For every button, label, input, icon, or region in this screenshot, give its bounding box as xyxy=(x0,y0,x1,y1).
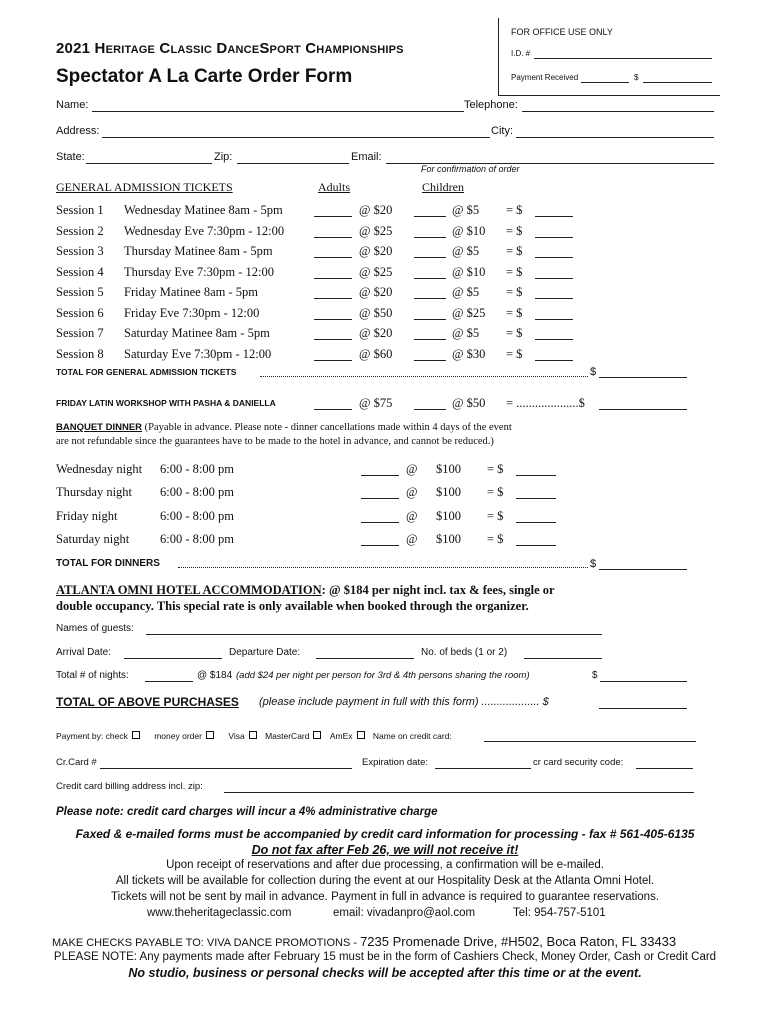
checks-payable-label: MAKE CHECKS PAYABLE TO: VIVA DANCE PROMOTIONS - xyxy=(52,937,361,949)
beds-field[interactable] xyxy=(524,658,602,659)
session-eq: = $ xyxy=(506,347,523,361)
nights-field[interactable] xyxy=(145,681,193,682)
event-title: 2021 Heritage Classic DanceSport Championships xyxy=(56,40,404,57)
workshop-child-qty[interactable] xyxy=(414,409,446,410)
security-code-field[interactable] xyxy=(636,768,693,769)
workshop-adult-qty[interactable] xyxy=(314,409,352,410)
name-on-card-field[interactable] xyxy=(484,741,696,742)
session-adult-price: @ $20 xyxy=(359,203,393,217)
guests-label: Names of guests: xyxy=(56,623,134,634)
email-contact-text: email: vivadanpro@aol.com xyxy=(333,907,476,919)
office-id-line[interactable] xyxy=(534,58,712,59)
session-desc: Wednesday Matinee 8am - 5pm xyxy=(124,203,283,217)
children-heading: Children xyxy=(422,180,464,194)
session-desc: Saturday Eve 7:30pm - 12:00 xyxy=(124,347,272,361)
session-child-qty[interactable] xyxy=(414,319,446,320)
session-child-price: @ $5 xyxy=(452,244,480,258)
grand-total-label: TOTAL OF ABOVE PURCHASES xyxy=(56,695,239,709)
money-order-checkbox[interactable] xyxy=(206,731,214,739)
adults-heading: Adults xyxy=(318,180,351,194)
departure-label: Departure Date: xyxy=(229,647,301,658)
dinner-total-field[interactable] xyxy=(516,475,556,476)
session-adult-qty[interactable] xyxy=(314,298,352,299)
tickets-heading: GENERAL ADMISSION TICKETS xyxy=(56,180,233,194)
dinner-at: @ xyxy=(406,532,418,546)
payment-deadline-note: PLEASE NOTE: Any payments made after February 15 must be in the form of Cashiers Check, Money Order, Cash or Credit Card xyxy=(53,951,717,963)
dinner-qty-field[interactable] xyxy=(361,522,399,523)
workshop-label: FRIDAY LATIN WORKSHOP WITH PASHA & DANIELLA xyxy=(56,398,276,408)
dinner-total-field[interactable] xyxy=(516,498,556,499)
hotel-heading: ATLANTA OMNI HOTEL ACCOMMODATION xyxy=(56,583,322,597)
tickets-total-dots xyxy=(260,376,588,377)
address-label: Address: xyxy=(56,125,100,137)
dinners-total-dots xyxy=(178,567,588,568)
dinner-time: 6:00 - 8:00 pm xyxy=(160,462,234,476)
session-adult-qty[interactable] xyxy=(314,237,352,238)
dinners-total-field[interactable] xyxy=(599,569,687,570)
card-number-label: Cr.Card # xyxy=(56,757,97,768)
session-name: Session 2 xyxy=(56,224,104,238)
dinner-note-2: are not refundable since the guarantees have to be made to the hotel in advance, and cannot be reduced.) xyxy=(56,436,494,447)
dinner-eq: = $ xyxy=(487,532,504,546)
session-adult-price: @ $20 xyxy=(359,285,393,299)
workshop-child-price: @ $50 xyxy=(452,396,486,410)
dinner-heading: BANQUET DINNER xyxy=(56,422,143,433)
dinner-time: 6:00 - 8:00 pm xyxy=(160,532,234,546)
office-payment-label: Payment Received xyxy=(511,73,579,82)
session-child-qty[interactable] xyxy=(414,278,446,279)
session-child-qty[interactable] xyxy=(414,298,446,299)
nights-note: (add $24 per night per person for 3rd & 4th persons sharing the room) xyxy=(236,670,530,681)
session-name: Session 8 xyxy=(56,347,104,361)
address-field[interactable] xyxy=(102,137,490,138)
nights-rate: @ $184 xyxy=(197,670,233,681)
dinner-total-field[interactable] xyxy=(516,545,556,546)
session-total-field[interactable] xyxy=(535,339,573,340)
session-adult-qty[interactable] xyxy=(314,257,352,258)
session-name: Session 3 xyxy=(56,244,104,258)
office-id-label: I.D. # xyxy=(511,49,531,58)
expiration-label: Expiration date: xyxy=(362,757,429,768)
arrival-label: Arrival Date: xyxy=(56,647,112,658)
office-payment-dollar: $ xyxy=(634,73,639,82)
visa-label: Visa xyxy=(228,731,245,741)
session-name: Session 6 xyxy=(56,306,104,320)
dinner-price: $100 xyxy=(436,485,461,499)
zip-label: Zip: xyxy=(214,151,233,163)
session-child-price: @ $30 xyxy=(452,347,486,361)
dinner-time: 6:00 - 8:00 pm xyxy=(160,485,234,499)
session-adult-qty[interactable] xyxy=(314,360,352,361)
session-adult-price: @ $20 xyxy=(359,326,393,340)
session-total-field[interactable] xyxy=(535,257,573,258)
email-label: Email: xyxy=(351,151,382,163)
expiration-field[interactable] xyxy=(435,768,531,769)
session-child-qty[interactable] xyxy=(414,216,446,217)
session-adult-qty[interactable] xyxy=(314,319,352,320)
workshop-adult-price: @ $75 xyxy=(359,396,393,410)
nights-dollar: $ xyxy=(592,670,598,681)
session-total-field[interactable] xyxy=(535,278,573,279)
check-checkbox[interactable] xyxy=(132,731,140,739)
session-total-field[interactable] xyxy=(535,298,573,299)
session-child-qty[interactable] xyxy=(414,360,446,361)
session-name: Session 7 xyxy=(56,326,104,340)
session-total-field[interactable] xyxy=(535,360,573,361)
session-adult-qty[interactable] xyxy=(314,339,352,340)
session-adult-price: @ $25 xyxy=(359,265,393,279)
session-desc: Wednesday Eve 7:30pm - 12:00 xyxy=(124,224,285,238)
city-label: City: xyxy=(491,125,513,137)
form-title: Spectator A La Carte Order Form xyxy=(56,66,353,87)
confirmation-note: Upon receipt of reservations and after due processing, a confirmation will be e-mailed. xyxy=(166,859,604,871)
no-fax-note: Do not fax after Feb 26, we will not receive it! xyxy=(251,843,519,857)
visa-checkbox[interactable] xyxy=(249,731,257,739)
session-total-field[interactable] xyxy=(535,237,573,238)
departure-field[interactable] xyxy=(316,658,414,659)
session-child-price: @ $5 xyxy=(452,203,480,217)
dinner-total-field[interactable] xyxy=(516,522,556,523)
dinner-eq: = $ xyxy=(487,462,504,476)
check-label: check xyxy=(105,731,128,741)
dinner-eq: = $ xyxy=(487,509,504,523)
session-total-field[interactable] xyxy=(535,319,573,320)
session-desc: Saturday Matinee 8am - 5pm xyxy=(124,326,270,340)
city-field[interactable] xyxy=(516,137,714,138)
state-field[interactable] xyxy=(86,163,212,164)
dinner-at: @ xyxy=(406,462,418,476)
billing-address-label: Credit card billing address incl. zip: xyxy=(56,781,203,792)
workshop-total-field[interactable] xyxy=(599,409,687,410)
session-adult-qty[interactable] xyxy=(314,216,352,217)
session-child-qty[interactable] xyxy=(414,237,446,238)
telephone-field[interactable] xyxy=(522,111,714,112)
dinners-total-dollar: $ xyxy=(590,558,597,570)
beds-label: No. of beds (1 or 2) xyxy=(421,647,508,658)
session-total-field[interactable] xyxy=(535,216,573,217)
dinner-at: @ xyxy=(406,485,418,499)
session-eq: = $ xyxy=(506,285,523,299)
tickets-total-label: TOTAL FOR GENERAL ADMISSION TICKETS xyxy=(56,367,237,377)
session-eq: = $ xyxy=(506,224,523,238)
session-child-price: @ $5 xyxy=(452,326,480,340)
session-child-price: @ $25 xyxy=(452,306,486,320)
dinner-night: Thursday night xyxy=(56,485,133,499)
dinner-note-1: (Payable in advance. Please note - dinner cancellations made within 4 days of the event xyxy=(142,422,512,433)
session-eq: = $ xyxy=(506,265,523,279)
card-number-field[interactable] xyxy=(100,768,352,769)
session-eq: = $ xyxy=(506,326,523,340)
session-child-price: @ $5 xyxy=(452,285,480,299)
name-field[interactable] xyxy=(92,111,464,112)
session-adult-qty[interactable] xyxy=(314,278,352,279)
session-name: Session 1 xyxy=(56,203,104,217)
session-eq: = $ xyxy=(506,203,523,217)
dinners-total-label: TOTAL FOR DINNERS xyxy=(56,558,160,569)
nights-label: Total # of nights: xyxy=(56,670,129,681)
session-eq: = $ xyxy=(506,306,523,320)
workshop-eq: = ....................$ xyxy=(506,396,585,410)
mastercard-checkbox[interactable] xyxy=(313,731,321,739)
fax-note: Faxed & e-mailed forms must be accompanied by credit card information for processing - fax # 561-405-6135 xyxy=(75,827,695,841)
hotel-rate: : @ $184 per night incl. tax & fees, single or xyxy=(321,583,555,597)
dinner-night: Saturday night xyxy=(56,532,130,546)
session-desc: Thursday Matinee 8am - 5pm xyxy=(124,244,273,258)
tickets-total-field[interactable] xyxy=(599,377,687,378)
office-payment-date-line[interactable] xyxy=(581,82,629,83)
grand-total-note: (please include payment in full with this form) ................... $ xyxy=(259,696,549,708)
payment-row xyxy=(56,731,452,741)
session-adult-price: @ $20 xyxy=(359,244,393,258)
dinner-qty-field[interactable] xyxy=(361,475,399,476)
session-child-qty[interactable] xyxy=(414,339,446,340)
session-child-price: @ $10 xyxy=(452,224,486,238)
dinner-price: $100 xyxy=(436,532,461,546)
session-name: Session 5 xyxy=(56,285,104,299)
mastercard-label: MasterCard xyxy=(265,731,310,741)
payment-by-label: Payment by: xyxy=(56,731,104,741)
session-name: Session 4 xyxy=(56,265,104,279)
dinner-night: Wednesday night xyxy=(56,462,143,476)
website-text: www.theheritageclassic.com xyxy=(147,907,292,919)
telephone-contact-text: Tel: 954-757-5101 xyxy=(513,907,606,919)
dinner-price: $100 xyxy=(436,462,461,476)
hotel-line-1 xyxy=(56,583,555,598)
money-order-label: money order xyxy=(154,731,202,741)
session-child-qty[interactable] xyxy=(414,257,446,258)
checks-payable-line xyxy=(52,934,676,949)
dinner-at: @ xyxy=(406,509,418,523)
telephone-label: Telephone: xyxy=(464,99,518,111)
email-note: For confirmation of order xyxy=(421,164,520,174)
session-desc: Friday Eve 7:30pm - 12:00 xyxy=(124,306,260,320)
arrival-field[interactable] xyxy=(124,658,222,659)
dinner-price: $100 xyxy=(436,509,461,523)
hotel-line-2: double occupancy. This special rate is only available when booked through the organizer. xyxy=(56,599,529,613)
dinner-time: 6:00 - 8:00 pm xyxy=(160,509,234,523)
security-code-label: cr card security code: xyxy=(533,757,624,768)
dinner-intro xyxy=(56,422,512,433)
amex-checkbox[interactable] xyxy=(357,731,365,739)
guests-field[interactable] xyxy=(146,634,602,635)
office-payment-amount-line[interactable] xyxy=(643,82,712,83)
session-adult-price: @ $60 xyxy=(359,347,393,361)
final-note: No studio, business or personal checks will be accepted after this time or at the event. xyxy=(128,966,642,980)
session-desc: Friday Matinee 8am - 5pm xyxy=(124,285,258,299)
amex-label: AmEx xyxy=(329,731,353,741)
session-child-price: @ $10 xyxy=(452,265,486,279)
mail-note: Tickets will not be sent by mail in advance. Payment in full in advance is required to guarantee reservations. xyxy=(110,891,660,903)
dinner-qty-field[interactable] xyxy=(361,498,399,499)
session-adult-price: @ $50 xyxy=(359,306,393,320)
dinner-eq: = $ xyxy=(487,485,504,499)
office-use-title: FOR OFFICE USE ONLY xyxy=(511,27,613,37)
tickets-total-dollar: $ xyxy=(590,366,597,378)
name-on-card-label: Name on credit card: xyxy=(372,731,452,741)
state-label: State: xyxy=(56,151,85,163)
billing-address-field[interactable] xyxy=(224,792,694,793)
zip-field[interactable] xyxy=(237,163,349,164)
grand-total-field[interactable] xyxy=(599,708,687,709)
nights-total-field[interactable] xyxy=(600,681,687,682)
surcharge-note: Please note: credit card charges will incur a 4% administrative charge xyxy=(56,806,438,818)
collection-note: All tickets will be available for collection during the event at our Hospitality Desk at the Atlanta Omni Hotel. xyxy=(115,875,655,887)
name-label: Name: xyxy=(56,99,89,111)
dinner-night: Friday night xyxy=(56,509,118,523)
mailing-address: 7235 Promenade Drive, #H502, Boca Raton, FL 33433 xyxy=(360,934,677,949)
session-adult-price: @ $25 xyxy=(359,224,393,238)
dinner-qty-field[interactable] xyxy=(361,545,399,546)
session-desc: Thursday Eve 7:30pm - 12:00 xyxy=(124,265,274,279)
session-eq: = $ xyxy=(506,244,523,258)
